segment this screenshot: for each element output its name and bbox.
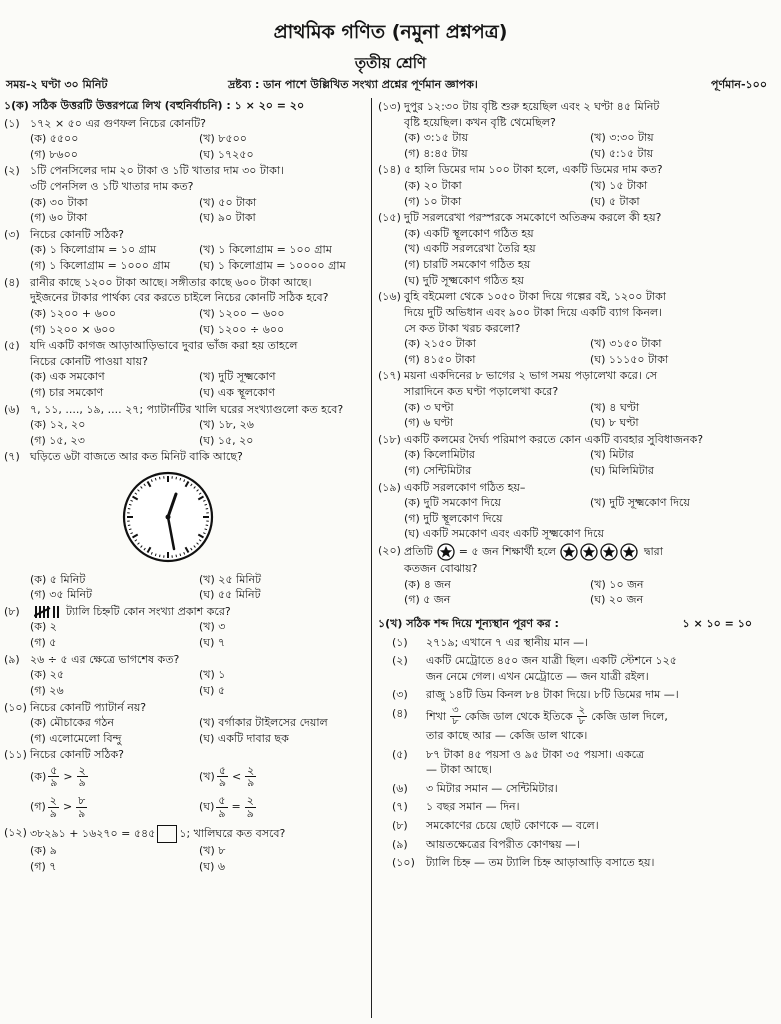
question-text: রানীর কাছে ১২০০ টাকা আছে। সঙ্গীতার কাছে ৬০০ টাকা আছে। দুইজনের টাকার পার্থক্য বের করতে চাইলে নিচের কোনটি সঠিক হবে? bbox=[30, 275, 329, 305]
option: (গ) ১২০০ × ৬০০ bbox=[30, 322, 116, 336]
question-body bbox=[30, 449, 368, 602]
option: (ঘ) ১১১৫০ টাকা bbox=[590, 352, 669, 366]
option: (গ) চারটি সমকোণ গঠিত হয় bbox=[404, 258, 531, 272]
option: (ক) ৩০ টাকা bbox=[30, 195, 88, 209]
question-text: ১৭২ × ৫০ এর গুণফল নিচের কোনটি? bbox=[30, 116, 207, 130]
option: (ক) ১ কিলোগ্রাম = ১০ গ্রাম bbox=[30, 243, 157, 257]
option: (ক) ৩ ঘণ্টা bbox=[404, 400, 454, 414]
item-text-line bbox=[426, 706, 776, 728]
question-body bbox=[30, 227, 368, 274]
item-text: ট্যালি চিহ্ন — তম ট্যালি চিহ্ন আড়াআড়ি বসাতে হয়। bbox=[426, 856, 655, 870]
question bbox=[378, 210, 776, 288]
denominator: ৯ bbox=[78, 806, 86, 820]
option: (গ) ৫ জন bbox=[404, 593, 451, 607]
question bbox=[4, 402, 368, 449]
option: (ক) একটি স্থূলকোণ গঠিত হয় bbox=[404, 226, 534, 240]
item-body bbox=[426, 653, 776, 684]
question-text: ময়না একদিনের ৮ ভাগের ২ ভাগ সময় পড়ালেখা করে। সে সারাদিনে কত ঘণ্টা পড়ালেখা করে? bbox=[404, 369, 658, 398]
question-text: ২৬ ÷ ৫ এর ক্ষেত্রে ভাগশেষ কত? bbox=[30, 652, 180, 666]
clock-icon bbox=[120, 469, 216, 565]
fill-item bbox=[378, 635, 776, 651]
fraction bbox=[577, 706, 588, 728]
item-body bbox=[426, 635, 776, 651]
option: (গ) ৩৫ মিনিট bbox=[30, 588, 93, 602]
option: (ঘ) ৯০ টাকা bbox=[199, 211, 256, 225]
question-body bbox=[30, 652, 368, 699]
paper-title: প্রাথমিক গণিত (নমুনা প্রশ্নপত্র) bbox=[273, 21, 508, 43]
option: (ঘ) ১ কিলোগ্রাম = ১০০০০ গ্রাম bbox=[199, 259, 346, 273]
denominator: ৮ bbox=[452, 716, 459, 728]
option: (খ) ১ কিলোগ্রাম = ১০০ গ্রাম bbox=[199, 243, 332, 257]
question-number: (১৫) bbox=[378, 211, 401, 225]
denominator: ৯ bbox=[218, 776, 226, 790]
right-column bbox=[378, 98, 776, 871]
question-11 bbox=[4, 747, 368, 819]
option: (গ) ১০ টাকা bbox=[404, 194, 462, 208]
item-text: শিখা bbox=[426, 710, 447, 724]
fill-heading: ১(খ) সঠিক শব্দ দিয়ে শূন্যস্থান পূরণ কর : bbox=[378, 616, 559, 630]
item-body bbox=[426, 837, 776, 853]
fraction bbox=[245, 765, 256, 789]
item-body bbox=[426, 706, 776, 744]
options bbox=[404, 495, 776, 542]
fraction bbox=[216, 795, 227, 819]
question-text: যদি একটি কাগজ আড়াআড়িভাবে দুবার ভাঁজ করা হয় তাহলে নিচের কোনটি পাওয়া যায়? bbox=[30, 339, 298, 368]
question bbox=[4, 449, 368, 602]
option: (গ) ৮৬০০ bbox=[30, 147, 78, 161]
fraction-option bbox=[199, 795, 368, 819]
item-body bbox=[426, 855, 776, 871]
options bbox=[30, 417, 368, 448]
numerator: ৩ bbox=[452, 704, 459, 716]
question-text: ঘড়িতে ৬টা বাজতে আর কত মিনিট বাকি আছে? bbox=[30, 450, 243, 464]
question bbox=[378, 99, 776, 161]
question-number: (৫) bbox=[4, 339, 20, 353]
question-number: (১৯) bbox=[378, 480, 401, 494]
item-number: (২) bbox=[392, 654, 408, 668]
question-text: দ্বারা bbox=[643, 545, 663, 559]
numerator: ৫ bbox=[218, 763, 226, 777]
question bbox=[4, 338, 368, 400]
option: (গ) ১৫, ২৩ bbox=[30, 433, 85, 447]
option: (খ) ৩ bbox=[199, 620, 226, 634]
options bbox=[404, 178, 776, 209]
question-body bbox=[30, 402, 368, 449]
option-label: (খ) bbox=[199, 770, 215, 784]
comparison-operator: < bbox=[231, 770, 242, 784]
item-body bbox=[426, 818, 776, 834]
item-number: (৪) bbox=[392, 706, 408, 720]
question bbox=[378, 162, 776, 209]
option: (ক) ৫ মিনিট bbox=[30, 572, 86, 586]
question-number: (৪) bbox=[4, 275, 20, 289]
numerator: ২ bbox=[78, 763, 86, 777]
item-number: (৩) bbox=[392, 688, 408, 702]
question-text: নিচের কোনটি সঠিক? bbox=[30, 227, 124, 241]
option: (খ) ৩:৩০ টায় bbox=[590, 131, 654, 145]
time-label: সময়-২ ঘণ্টা ৩০ মিনিট bbox=[6, 78, 108, 91]
options bbox=[30, 667, 368, 698]
option: (ক) ২১৫০ টাকা bbox=[404, 337, 476, 351]
option: (গ) ৫ bbox=[30, 636, 57, 650]
fraction bbox=[77, 765, 88, 789]
question-number: (১৭) bbox=[378, 369, 401, 383]
option: (গ) ২৬ bbox=[30, 683, 64, 697]
options bbox=[30, 131, 368, 162]
denominator: ৯ bbox=[218, 806, 226, 820]
option: (ঘ) ১৫, ২০ bbox=[199, 433, 254, 447]
option: (ঘ) মিলিমিটার bbox=[590, 464, 654, 478]
options bbox=[404, 336, 776, 367]
denominator: ৯ bbox=[246, 806, 254, 820]
question-number: (৬) bbox=[4, 402, 20, 416]
fill-item bbox=[378, 781, 776, 797]
column-divider bbox=[371, 98, 372, 1018]
fill-item bbox=[378, 799, 776, 815]
option: (ক) ১২, ২০ bbox=[30, 418, 86, 432]
option: (ক) ৩:১৫ টায় bbox=[404, 131, 469, 145]
equation-text: ৩৮২৯১ + ১৬২৭০ = ৫৪৫ bbox=[30, 827, 156, 841]
option-label: (গ) bbox=[30, 800, 46, 814]
fraction bbox=[245, 795, 256, 819]
item-number: (১) bbox=[392, 635, 408, 649]
option: (ক) ২৫ bbox=[30, 668, 65, 682]
question-text: ১টি পেনসিলের দাম ২০ টাকা ও ১টি খাতার দাম ৩০ টাকা। ৩টি পেনসিল ও ১টি খাতার দাম কত? bbox=[30, 164, 284, 194]
option: (খ) ৮৫০০ bbox=[199, 132, 247, 146]
option: (ঘ) একটি দাবার ছক bbox=[199, 731, 289, 745]
question-text: প্রতিটি bbox=[404, 545, 433, 559]
question-number: (১) bbox=[4, 116, 20, 130]
option: (ক) মৌচাকের গঠন bbox=[30, 716, 114, 730]
numerator: ২ bbox=[246, 794, 254, 808]
item-text: ১ বছর সমান — দিন। bbox=[426, 800, 520, 814]
question-number: (১০) bbox=[4, 700, 27, 714]
option: (গ) ৭ bbox=[30, 859, 57, 873]
item-text: ৮৭ টাকা ৪৫ পয়সা ও ৯৫ টাকা ৩৫ পয়সা। একত্রে — টাকা আছে। bbox=[426, 747, 645, 777]
question-number: (১৮) bbox=[378, 432, 401, 446]
option: (ঘ) ৬ bbox=[199, 859, 226, 873]
option: (ক) দুটি সমকোণ দিয়ে bbox=[404, 496, 501, 510]
option: (গ) ৪:৪৫ টায় bbox=[404, 146, 468, 160]
tally-marks-icon bbox=[34, 605, 62, 619]
mcq-heading: ১(ক) সঠিক উত্তরটি উত্তরপত্রে লিখ (বহুনির্বাচনি) : ১ × ২০ = ২০ bbox=[4, 99, 305, 112]
denominator: ৯ bbox=[247, 776, 255, 790]
option: (ক) ৪ জন bbox=[404, 577, 451, 591]
item-number: (৭) bbox=[392, 800, 408, 814]
question-number: (১২) bbox=[4, 826, 27, 840]
question-text: বুহি বইমেলা থেকে ১০৫০ টাকা দিয়ে গল্পের বই, ১২০০ টাকা দিয়ে দুটি অভিধান এবং ৯০০ টাকা দিয়ে একটি ব্যাগ কিনল। সে কত টাকা খরচ করলো? bbox=[404, 290, 666, 335]
item-text: রাজু ১৪টি ডিম কিনল ৮৪ টাকা দিয়ে। ৮টি ডিমের দাম —। bbox=[426, 688, 679, 702]
question-body bbox=[30, 163, 368, 225]
option: (খ) ১৮, ২৬ bbox=[199, 418, 254, 432]
fraction bbox=[450, 706, 461, 728]
four-stars-icon bbox=[559, 543, 641, 561]
option: (গ) চার সমকোণ bbox=[30, 385, 104, 399]
question-number: (১৪) bbox=[378, 163, 401, 177]
question-text: একটি কলমের দৈর্ঘ্য পরিমাপ করতে কোন একটি ব্যবহার সুবিধাজনক? bbox=[404, 432, 704, 446]
fraction bbox=[48, 765, 59, 789]
option: (ঘ) ১২০০ ÷ ৬০০ bbox=[199, 322, 285, 336]
item-body bbox=[426, 799, 776, 815]
item-body bbox=[426, 747, 776, 778]
option: (ঘ) ৫৫ মিনিট bbox=[199, 588, 261, 602]
options bbox=[30, 242, 368, 273]
blank-box-icon bbox=[157, 825, 177, 843]
numerator: ৫ bbox=[218, 794, 226, 808]
question-text: নিচের কোনটি সঠিক? bbox=[30, 748, 124, 762]
item-body bbox=[426, 687, 776, 703]
fraction-option bbox=[199, 765, 368, 789]
numerator: ২ bbox=[49, 794, 57, 808]
option: (খ) ৩১৫০ টাকা bbox=[590, 337, 662, 351]
question-body bbox=[404, 432, 776, 479]
left-column bbox=[4, 98, 368, 874]
option: (গ) দুটি স্থূলকোণ দিয়ে bbox=[404, 511, 503, 525]
option: (খ) ১ bbox=[199, 668, 226, 682]
question bbox=[4, 700, 368, 747]
question-text: = ৫ জন শিক্ষার্থী হলে bbox=[458, 545, 556, 559]
question-body bbox=[30, 700, 368, 747]
question-body bbox=[404, 210, 776, 288]
option: (খ) একটি সরলরেখা তৈরি হয় bbox=[404, 242, 536, 256]
fraction-option bbox=[30, 795, 199, 819]
question-body bbox=[30, 338, 368, 400]
fill-marks: ১ × ১০ = ১০ bbox=[682, 616, 752, 630]
options bbox=[404, 130, 776, 161]
numerator: ৫ bbox=[50, 763, 58, 777]
item-text: ২৭১৯; এখানে ৭ এর স্থানীয় মান —। bbox=[426, 635, 589, 649]
question-text: ১; খালিঘরে কত বসবে? bbox=[179, 827, 286, 841]
option: (খ) ৫০ টাকা bbox=[199, 195, 257, 209]
option: (ঘ) ৭ bbox=[199, 636, 226, 650]
question-body bbox=[404, 99, 776, 161]
question-body bbox=[404, 162, 776, 209]
fraction bbox=[48, 795, 59, 819]
option: (ক) ৫৫০০ bbox=[30, 132, 79, 146]
class-label: তৃতীয় শ্রেণি bbox=[354, 54, 427, 72]
question-body bbox=[404, 289, 776, 367]
option: (খ) মিটার bbox=[590, 448, 634, 462]
question bbox=[4, 163, 368, 225]
note-label: দ্রষ্টব্য : ডান পাশে উল্লিখিত সংখ্যা প্রশ্নের পূর্ণমান জ্ঞাপক। bbox=[228, 78, 478, 91]
question-text: নিচের কোনটি প্যাটার্ন নয়? bbox=[30, 700, 147, 714]
item-number: (৯) bbox=[392, 837, 408, 851]
question-body bbox=[30, 604, 368, 651]
question-number: (৩) bbox=[4, 227, 20, 241]
question-body bbox=[404, 368, 776, 430]
question-number: (২) bbox=[4, 164, 20, 178]
option: (গ) ৬০ টাকা bbox=[30, 211, 88, 225]
question-text: দুপুর ১২:৩০ টায় বৃষ্টি শুরু হয়েছিল এবং ২ ঘণ্টা ৪৫ মিনিট বৃষ্টি হয়েছিল। কখন বৃষ্টি থেমেছিল? bbox=[404, 100, 660, 129]
question-text: ট্যালি চিহ্নটি কোন সংখ্যা প্রকাশ করে? bbox=[66, 604, 231, 618]
options bbox=[30, 195, 368, 226]
numerator: ৮ bbox=[78, 794, 86, 808]
item-body bbox=[426, 781, 776, 797]
fraction bbox=[217, 765, 228, 789]
fill-item bbox=[378, 687, 776, 703]
option: (খ) ১২০০ − ৬০০ bbox=[199, 306, 285, 320]
question-number: (১৩) bbox=[378, 100, 401, 113]
item-text: একটি মেট্রোতে ৪৫০ জন যাত্রী ছিল। একটি স্টেশনে ১২৫ জন নেমে গেল। এখন মেট্রোতে — জন যাত্রী রইল। bbox=[426, 654, 677, 683]
denominator: ৯ bbox=[49, 806, 57, 820]
fill-item bbox=[378, 818, 776, 834]
option-label: (ঘ) bbox=[199, 800, 215, 814]
option: (ঘ) ৫:১৫ টায় bbox=[590, 146, 654, 160]
item-number: (৮) bbox=[392, 818, 408, 832]
option: (গ) এলোমেলো বিন্দু bbox=[30, 731, 122, 745]
item-text: আয়তক্ষেত্রের বিপরীত কোণদ্বয় —। bbox=[426, 837, 581, 851]
option: (খ) দুটি সূক্ষ্মকোণ bbox=[199, 370, 276, 384]
fraction-option bbox=[30, 765, 199, 789]
option: (ঘ) ২০ জন bbox=[590, 593, 644, 607]
option: (ক) ২০ টাকা bbox=[404, 179, 462, 193]
fill-item bbox=[378, 855, 776, 871]
comparison-operator: > bbox=[63, 770, 73, 784]
right-question-list bbox=[378, 99, 776, 542]
item-text: সমকোণের চেয়ে ছোট কোণকে — বলে। bbox=[426, 818, 599, 832]
comparison-operator: > bbox=[62, 800, 73, 814]
item-text: কেজি ডাল থেকে ইতিকে bbox=[464, 710, 573, 724]
fraction bbox=[76, 795, 87, 819]
options bbox=[30, 572, 368, 603]
full-marks-label: পূর্ণমান-১০০ bbox=[711, 78, 767, 91]
question bbox=[4, 652, 368, 699]
option: (ক) এক সমকোণ bbox=[30, 370, 105, 384]
option: (ঘ) দুটি সূক্ষ্মকোণ গঠিত হয় bbox=[404, 273, 524, 287]
question-body bbox=[30, 116, 368, 163]
option: (গ) ৪১৫০ টাকা bbox=[404, 352, 476, 366]
options bbox=[30, 715, 368, 746]
item-number: (৫) bbox=[392, 747, 408, 761]
question-body bbox=[404, 480, 776, 542]
question-12 bbox=[4, 825, 368, 874]
question-20 bbox=[378, 543, 776, 608]
option: (খ) বর্গাকার টাইলসের দেয়াল bbox=[199, 716, 328, 730]
options bbox=[404, 447, 776, 478]
fill-heading-row bbox=[378, 616, 776, 632]
item-number: (১০) bbox=[392, 856, 415, 870]
options bbox=[30, 306, 368, 337]
options bbox=[30, 369, 368, 400]
options bbox=[30, 619, 368, 650]
question-text: ৭, ১১, ...., ১৯, .... ২৭; প্যাটার্নটির খালি ঘরের সংখ্যাগুলো কত হবে? bbox=[30, 402, 344, 416]
option: (খ) ৪ ঘণ্টা bbox=[590, 400, 640, 414]
option: (ঘ) ৫ টাকা bbox=[590, 194, 640, 208]
question bbox=[4, 275, 368, 337]
fill-item bbox=[378, 747, 776, 778]
option: (ক) কিলোমিটার bbox=[404, 448, 475, 462]
left-question-list bbox=[4, 116, 368, 747]
option: (ঘ) ৫ bbox=[199, 683, 226, 697]
option: (খ) ২৫ মিনিট bbox=[199, 572, 262, 586]
question-text bbox=[30, 604, 368, 620]
question-number: (৯) bbox=[4, 652, 20, 666]
option: (গ) ১ কিলোগ্রাম = ১০০০ গ্রাম bbox=[30, 259, 170, 273]
denominator: ৯ bbox=[50, 776, 58, 790]
option: (ঘ) ৮ ঘণ্টা bbox=[590, 416, 639, 430]
fraction-options bbox=[30, 765, 368, 819]
item-text: কেজি ডাল দিলে, bbox=[591, 710, 668, 724]
question-number: (৭) bbox=[4, 450, 20, 464]
question bbox=[4, 116, 368, 163]
question-text: ৫ হালি ডিমের দাম ১০০ টাকা হলে, একটি ডিমের দাম কত? bbox=[404, 163, 663, 177]
denominator: ৯ bbox=[78, 776, 86, 790]
question-text: দুটি সরলরেখা পরস্পরকে সমকোণে অতিক্রম করলে কী হয়? bbox=[404, 211, 662, 225]
fill-in-list bbox=[378, 635, 776, 871]
denominator: ৮ bbox=[578, 716, 586, 728]
option: (খ) ১০ জন bbox=[590, 577, 644, 591]
fill-item bbox=[378, 653, 776, 684]
star-icon bbox=[436, 543, 456, 561]
option: (ঘ) ১৭২৫০ bbox=[199, 147, 254, 161]
numerator: ২ bbox=[578, 704, 586, 716]
options bbox=[404, 226, 776, 288]
question bbox=[378, 368, 776, 430]
question bbox=[378, 480, 776, 542]
item-number: (৬) bbox=[392, 781, 408, 795]
question bbox=[4, 227, 368, 274]
option: (ঘ) এক স্থূলকোণ bbox=[199, 385, 275, 399]
option: (ক) ২ bbox=[30, 620, 57, 634]
question-number: (২০) bbox=[378, 544, 401, 558]
question bbox=[378, 432, 776, 479]
option-label: (ক) bbox=[30, 770, 47, 784]
question-text: কতজন বোঝায়? bbox=[404, 562, 478, 576]
option: (খ) ৮ bbox=[199, 844, 226, 858]
comparison-operator: = bbox=[231, 800, 241, 814]
option: (খ) ১৫ টাকা bbox=[590, 179, 648, 193]
item-text: তার কাছে আর — কেজি ডাল থাকে। bbox=[426, 728, 588, 742]
option: (গ) ৬ ঘণ্টা bbox=[404, 416, 454, 430]
fill-item bbox=[378, 706, 776, 744]
question-number: (১১) bbox=[4, 748, 27, 762]
question-body bbox=[30, 275, 368, 337]
option: (ঘ) একটি সমকোণ এবং একটি সূক্ষ্মকোণ দিয়ে bbox=[404, 527, 604, 541]
options bbox=[404, 400, 776, 431]
option: (ক) ৯ bbox=[30, 844, 57, 858]
question-number: (৮) bbox=[4, 604, 20, 618]
question-number: (১৬) bbox=[378, 290, 401, 304]
clock-figure bbox=[30, 465, 368, 572]
fill-item bbox=[378, 837, 776, 853]
option: (ক) ১২০০ + ৬০০ bbox=[30, 306, 117, 320]
option: (খ) দুটি সূক্ষ্মকোণ দিয়ে bbox=[590, 496, 690, 510]
question bbox=[4, 604, 368, 651]
option: (গ) সেন্টিমিটার bbox=[404, 464, 472, 478]
question-text: একটি সরলকোণ গঠিত হয়– bbox=[404, 480, 526, 494]
item-text: ৩ মিটার সমান — সেন্টিমিটার। bbox=[426, 781, 558, 795]
numerator: ২ bbox=[247, 763, 255, 777]
question bbox=[378, 289, 776, 367]
